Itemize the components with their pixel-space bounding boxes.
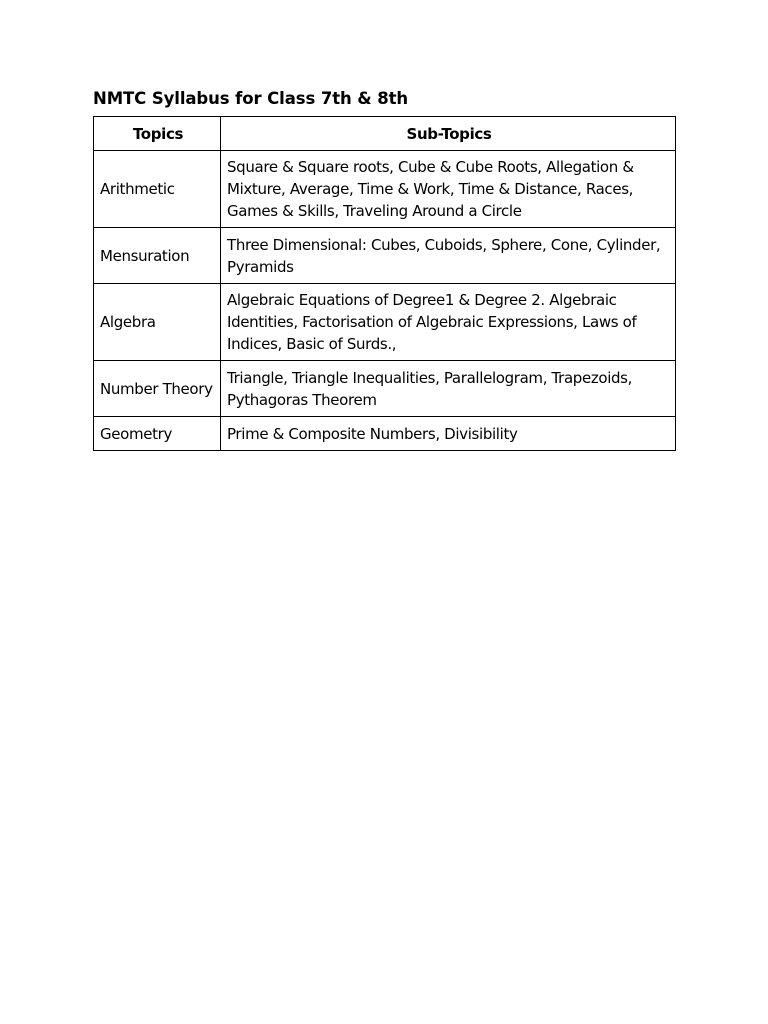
- table-row: [94, 417, 676, 451]
- table-row: [94, 361, 676, 417]
- syllabus-table: [93, 116, 676, 451]
- topic-cell: Geometry: [94, 417, 221, 451]
- table-row: [94, 284, 676, 361]
- column-header-topics: Topics: [94, 117, 221, 151]
- topic-cell: Number Theory: [94, 361, 221, 417]
- subtopics-cell: Three Dimensional: Cubes, Cuboids, Sphere, Cone, Cylinder, Pyramids: [221, 228, 676, 284]
- topic-cell: Arithmetic: [94, 151, 221, 228]
- topic-cell: Algebra: [94, 284, 221, 361]
- column-header-subtopics: Sub-Topics: [221, 117, 676, 151]
- topic-cell: Mensuration: [94, 228, 221, 284]
- subtopics-cell: Prime & Composite Numbers, Divisibility: [221, 417, 676, 451]
- subtopics-cell: Triangle, Triangle Inequalities, Parallelogram, Trapezoids, Pythagoras Theorem: [221, 361, 676, 417]
- table-header-row: [94, 117, 676, 151]
- table-row: [94, 151, 676, 228]
- table-row: [94, 228, 676, 284]
- page-title: NMTC Syllabus for Class 7th & 8th: [93, 89, 409, 108]
- subtopics-cell: Square & Square roots, Cube & Cube Roots, Allegation & Mixture, Average, Time & Work, Time & Distance, Races, Games & Skills, Traveling Around a Circle: [221, 151, 676, 228]
- subtopics-cell: Algebraic Equations of Degree1 & Degree 2. Algebraic Identities, Factorisation of Algebraic Expressions, Laws of Indices, Basic of Surds.,: [221, 284, 676, 361]
